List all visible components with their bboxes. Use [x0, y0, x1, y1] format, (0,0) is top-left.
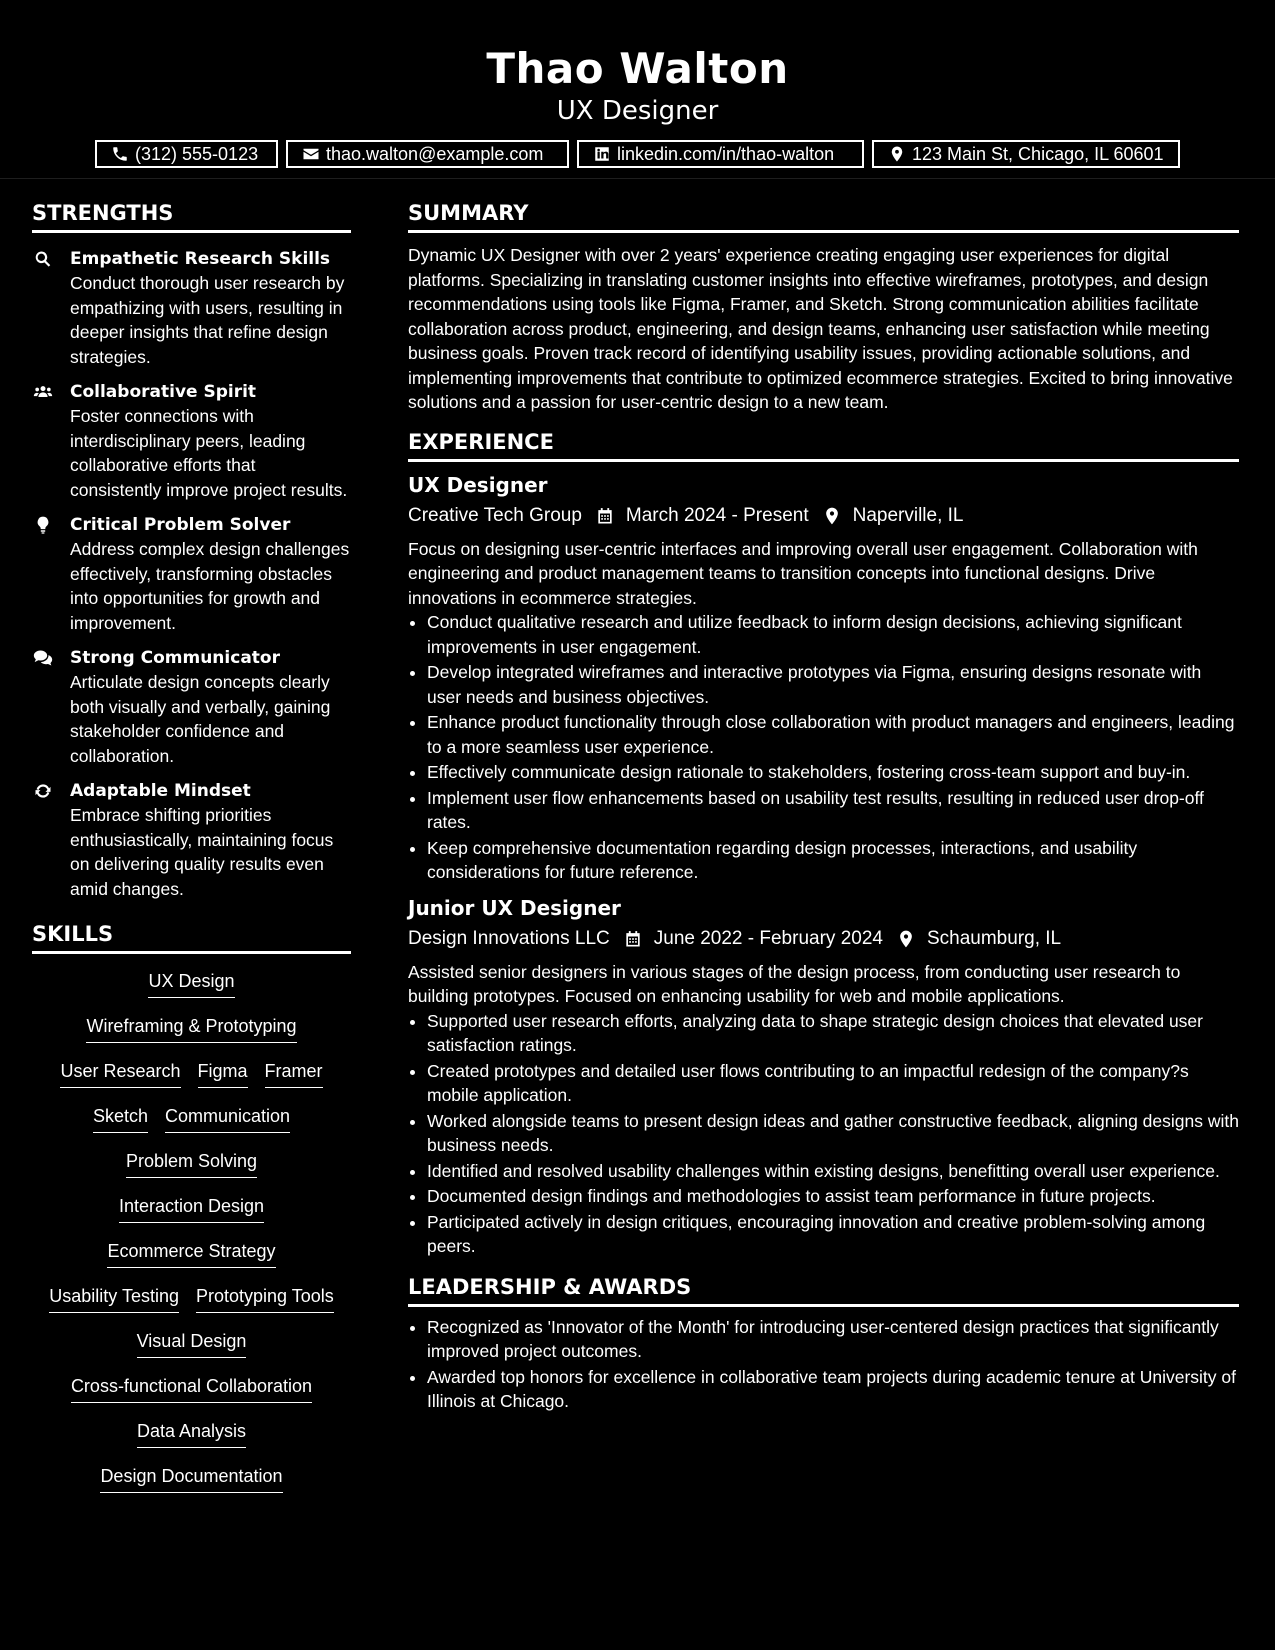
users-icon: [32, 382, 54, 402]
job-bullet: • Supported user research efforts, analyzing data to shape strategic design choices that elevated user satisfaction ratings.: [427, 1009, 1239, 1058]
search-icon: [32, 249, 54, 269]
job-bullet: • Implement user flow enhancements based on usability test results, resulting in reduced user drop-off rates.: [427, 786, 1239, 835]
job-dates: June 2022 - February 2024: [653, 927, 883, 949]
job-bullets: [408, 1009, 1239, 1259]
strength-item: [32, 646, 351, 768]
job-meta: [408, 502, 1239, 530]
awards-list: [408, 1315, 1239, 1414]
job-bullet: • Created prototypes and detailed user flows contributing to an impactful redesign of the company?s mobile application.: [427, 1059, 1239, 1108]
strength-item: [32, 247, 351, 369]
job-description: Focus on designing user-centric interfaces and improving overall user engagement. Collaboration with engineering and product management teams to transition concepts into functional designs. Drive innovations in ecommerce strategies.: [408, 538, 1198, 608]
strength-item: [32, 779, 351, 901]
map-pin-icon: [821, 506, 843, 526]
contact-address-text: 123 Main St, Chicago, IL 60601: [912, 143, 1164, 164]
job-bullet: • Identified and resolved usability challenges within existing designs, benefitting overall user experience.: [427, 1159, 1239, 1184]
phone-icon: [111, 145, 129, 163]
resume-header: [0, 0, 1275, 179]
skill-tag: Data Analysis: [137, 1418, 246, 1448]
job-bullet: • Effectively communicate design rationale to stakeholders, fostering cross-team support and buy-in.: [427, 760, 1239, 785]
skill-tag: Interaction Design: [119, 1193, 264, 1223]
map-pin-icon: [895, 929, 917, 949]
job-entry: [408, 472, 1239, 885]
candidate-title: UX Designer: [556, 96, 719, 126]
skill-tag: User Research: [60, 1058, 180, 1088]
job-bullet: • Develop integrated wireframes and interactive prototypes via Figma, ensuring designs resonate with user needs and business objectives.: [427, 660, 1239, 709]
lightbulb-icon: [32, 515, 54, 535]
comments-icon: [32, 648, 54, 668]
job-bullet: • Worked alongside teams to present design ideas and gather constructive feedback, aligning designs with business needs.: [427, 1109, 1239, 1158]
strength-title: Critical Problem Solver: [70, 515, 291, 535]
strength-desc: Conduct thorough user research by empathizing with users, resulting in deeper insights that refine design strategies.: [70, 273, 345, 367]
contact-email-text: thao.walton@example.com: [326, 143, 544, 164]
skill-tag: Cross-functional Collaboration: [71, 1373, 312, 1403]
skills-heading: SKILLS: [32, 919, 351, 954]
sync-icon: [32, 781, 54, 801]
contact-phone-text: (312) 555-0123: [135, 143, 259, 164]
summary-text: Dynamic UX Designer with over 2 years' experience creating engaging user experiences for digital platforms. Specializing in translating customer insights into effective wireframes, prototypes, and design recommendations using tools like Figma, Framer, and Sketch. Strong communication abilities facilitate collaboration across product, engineering, and design teams, enhancing user satisfaction while meeting business goals. Proven track record of identifying usability issues, providing actionable solutions, and implementing improvements that contribute to optimized ecommerce strategies. Excited to bring innovative solutions and a passion for user-centric design to a new team.: [408, 245, 1233, 412]
skill-tag: Wireframing & Prototyping: [86, 1013, 296, 1043]
job-company: Design Innovations LLC: [408, 927, 610, 949]
job-description: Assisted senior designers in various stages of the design process, from conducting user research to building prototypes. Focused on enhancing usability for web and mobile applications.: [408, 961, 1181, 1006]
contact-bar: [0, 140, 1275, 168]
job-company: Creative Tech Group: [408, 504, 582, 526]
strength-item: [32, 380, 351, 502]
job-bullet: • Keep comprehensive documentation regarding design processes, interactions, and usability considerations for future reference.: [427, 836, 1239, 885]
contact-email[interactable]: [286, 140, 569, 168]
job-title: UX Designer: [408, 472, 548, 497]
map-pin-icon: [888, 145, 906, 163]
strength-desc: Address complex design challenges effectively, transforming obstacles into opportunities for growth and improvement.: [70, 539, 350, 633]
summary-heading: SUMMARY: [408, 198, 1239, 233]
candidate-name: Thao Walton: [486, 44, 789, 93]
contact-linkedin[interactable]: [577, 140, 864, 168]
right-column: [408, 198, 1239, 1415]
skill-tag: Figma: [198, 1058, 248, 1088]
experience-heading: EXPERIENCE: [408, 427, 1239, 462]
strength-desc: Articulate design concepts clearly both visually and verbally, gaining stakeholder confidence and collaboration.: [70, 672, 331, 766]
strengths-list: [32, 247, 351, 901]
strength-title: Adaptable Mindset: [70, 781, 251, 801]
skill-tag: Usability Testing: [49, 1283, 179, 1313]
strength-desc: Foster connections with interdisciplinary peers, leading collaborative efforts that consistently improve project results.: [70, 406, 348, 500]
job-bullet: • Enhance product functionality through close collaboration with product managers and engineers, leading to a more seamless user experience.: [427, 710, 1239, 759]
contact-phone[interactable]: [95, 140, 278, 168]
skill-tag: Framer: [265, 1058, 323, 1088]
skill-tag: Sketch: [93, 1103, 148, 1133]
job-location: Schaumburg, IL: [926, 927, 1062, 949]
skill-tag: Communication: [165, 1103, 290, 1133]
calendar-icon: [622, 929, 644, 949]
awards-heading: LEADERSHIP & AWARDS: [408, 1272, 1239, 1307]
job-bullet: • Participated actively in design critiques, encouraging innovation and creative problem-solving among peers.: [427, 1210, 1239, 1259]
skill-tag: Ecommerce Strategy: [107, 1238, 275, 1268]
job-title: Junior UX Designer: [408, 895, 621, 920]
strength-title: Strong Communicator: [70, 648, 280, 668]
skills-list: [32, 968, 351, 1508]
job-meta: [408, 925, 1239, 953]
skill-tag: Visual Design: [137, 1328, 247, 1358]
calendar-icon: [594, 506, 616, 526]
skill-tag: UX Design: [148, 968, 234, 998]
strength-item: [32, 513, 351, 635]
strengths-heading: STRENGTHS: [32, 198, 351, 233]
job-location: Naperville, IL: [852, 504, 964, 526]
job-bullet: • Conduct qualitative research and utilize feedback to inform design decisions, achieving significant improvements in user engagement.: [427, 610, 1239, 659]
job-entry: [408, 895, 1239, 1259]
linkedin-icon: [593, 145, 611, 163]
skill-tag: Prototyping Tools: [196, 1283, 334, 1313]
award-item: • Recognized as 'Innovator of the Month' for introducing user-centered design practices that significantly improved project outcomes.: [427, 1315, 1239, 1364]
strength-title: Empathetic Research Skills: [70, 249, 331, 269]
award-item: • Awarded top honors for excellence in collaborative team projects during academic tenure at University of Illinois at Chicago.: [427, 1365, 1239, 1414]
contact-linkedin-text: linkedin.com/in/thao-walton: [617, 143, 835, 164]
strength-title: Collaborative Spirit: [70, 382, 257, 402]
skill-tag: Design Documentation: [100, 1463, 282, 1493]
job-dates: March 2024 - Present: [625, 504, 809, 526]
contact-address[interactable]: [872, 140, 1180, 168]
strength-desc: Embrace shifting priorities enthusiastically, maintaining focus on delivering quality results even amid changes.: [70, 805, 334, 899]
skill-tag: Problem Solving: [126, 1148, 257, 1178]
envelope-icon: [302, 145, 320, 163]
job-bullets: [408, 610, 1239, 885]
left-column: [32, 198, 351, 1508]
job-bullet: • Documented design findings and methodologies to assist team performance in future projects.: [427, 1184, 1239, 1209]
